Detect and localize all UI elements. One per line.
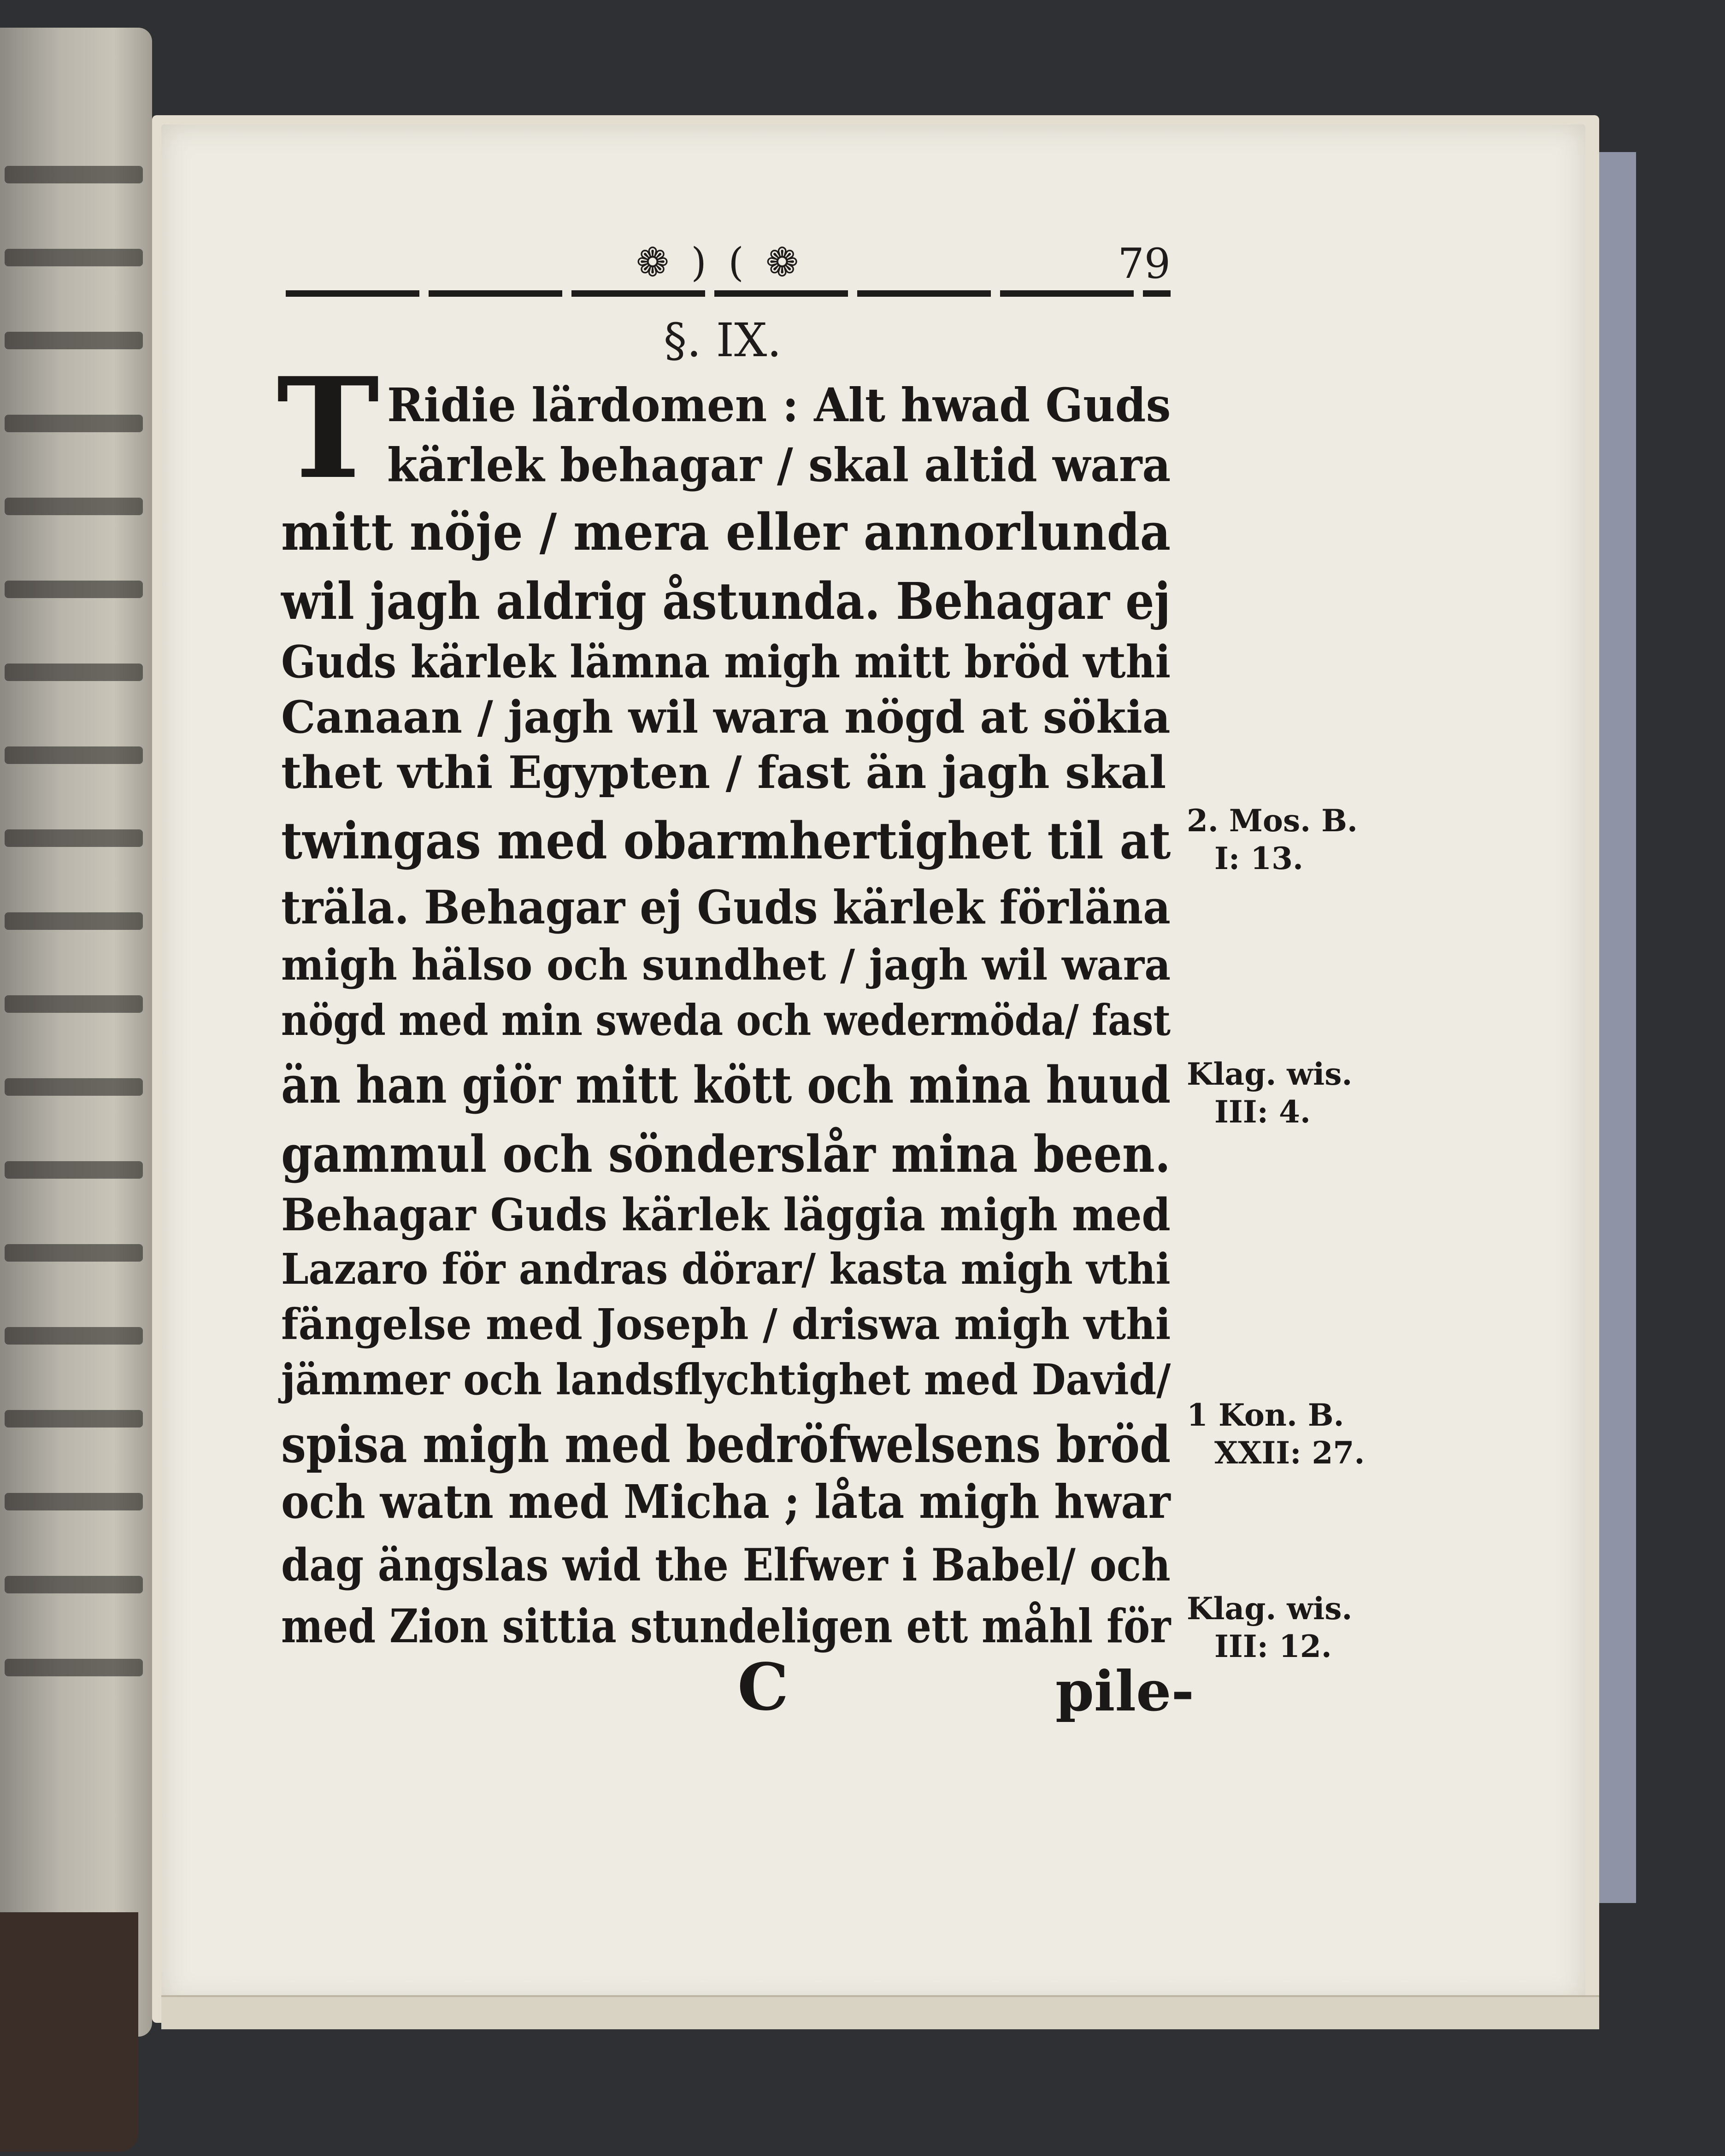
- faded-text-line: [5, 498, 143, 515]
- faded-text-line: [5, 1493, 143, 1510]
- faded-text-line: [5, 1327, 143, 1345]
- faded-text-line: [5, 995, 143, 1013]
- margin-note: Klag. wis. III: 12.: [1187, 1591, 1353, 1664]
- text-line: Lazaro för andras dörar/ kasta migh vthi: [281, 1244, 1171, 1294]
- text-line: jämmer och landsflychtighet med David/: [281, 1355, 1171, 1404]
- text-line: Behagar Guds kärlek läggia migh med: [281, 1189, 1171, 1241]
- faded-text-line: [5, 1659, 143, 1676]
- faded-text-line: [5, 1410, 143, 1428]
- page-number: 79: [1118, 240, 1171, 288]
- text-line: träla. Behagar ej Guds kärlek förläna: [281, 880, 1171, 934]
- text-line: kärlek behagar / skal altid wara: [387, 438, 1171, 492]
- text-line: twingas med obarmhertighet til at: [281, 811, 1171, 870]
- margin-note: 1 Kon. B. XXII: 27.: [1187, 1397, 1365, 1471]
- header-rule: [286, 290, 1171, 297]
- page-bottom-edge: [161, 1995, 1599, 2029]
- faded-text-line: [5, 415, 143, 432]
- text-line: än han giör mitt kött och mina huud: [281, 1055, 1171, 1115]
- text-line: Guds kärlek lämna migh mitt bröd vthi: [281, 636, 1171, 688]
- text-line: wil jagh aldrig åstunda. Behagar ej: [281, 571, 1171, 631]
- section-heading: §. IX.: [664, 313, 782, 367]
- text-line: dag ängslas wid the Elfwer i Babel/ och: [281, 1539, 1171, 1591]
- text-line: nögd med min sweda och wedermöda/ fast: [281, 995, 1171, 1045]
- margin-note: 2. Mos. B. I: 13.: [1187, 803, 1358, 876]
- faded-text-line: [5, 581, 143, 598]
- faded-text-line: [5, 1244, 143, 1262]
- text-line: thet vthi Egypten / fast än jagh skal: [281, 746, 1166, 799]
- faded-text-line: [5, 829, 143, 847]
- signature-mark: C: [737, 1650, 789, 1725]
- text-line: Ridie lärdomen : Alt hwad Guds: [387, 378, 1171, 432]
- catchword: pile-: [1055, 1659, 1195, 1724]
- text-line: med Zion sittia stundeligen ett måhl för: [281, 1599, 1171, 1653]
- faded-text-line: [5, 1078, 143, 1096]
- running-head: [286, 240, 1171, 295]
- faded-text-line: [5, 746, 143, 764]
- header-ornament: ❁ ) ( ❁: [636, 240, 804, 286]
- drop-cap: T: [277, 347, 380, 510]
- faded-text-line: [5, 166, 143, 183]
- faded-text-line: [5, 332, 143, 349]
- margin-note: Klag. wis. III: 4.: [1187, 1056, 1353, 1130]
- book-cover: [0, 1912, 138, 2152]
- text-line: gammul och sönderslår mina been.: [281, 1124, 1171, 1184]
- faded-text-line: [5, 664, 143, 681]
- text-line: och watn med Micha ; låta migh hwar: [281, 1475, 1171, 1529]
- faded-text-line: [5, 249, 143, 266]
- text-line: spisa migh med bedröfwelsens bröd: [281, 1415, 1171, 1474]
- text-line: migh hälso och sundhet / jagh wil wara: [281, 940, 1171, 990]
- faded-text-line: [5, 1161, 143, 1179]
- text-line: mitt nöje / mera eller annorlunda: [281, 502, 1171, 562]
- text-line: fängelse med Joseph / driswa migh vthi: [281, 1299, 1171, 1349]
- text-line: Canaan / jagh wil wara nögd at sökia: [281, 691, 1171, 743]
- faded-text-line: [5, 912, 143, 930]
- faded-text-line: [5, 1576, 143, 1593]
- facing-left-page: [0, 28, 152, 2037]
